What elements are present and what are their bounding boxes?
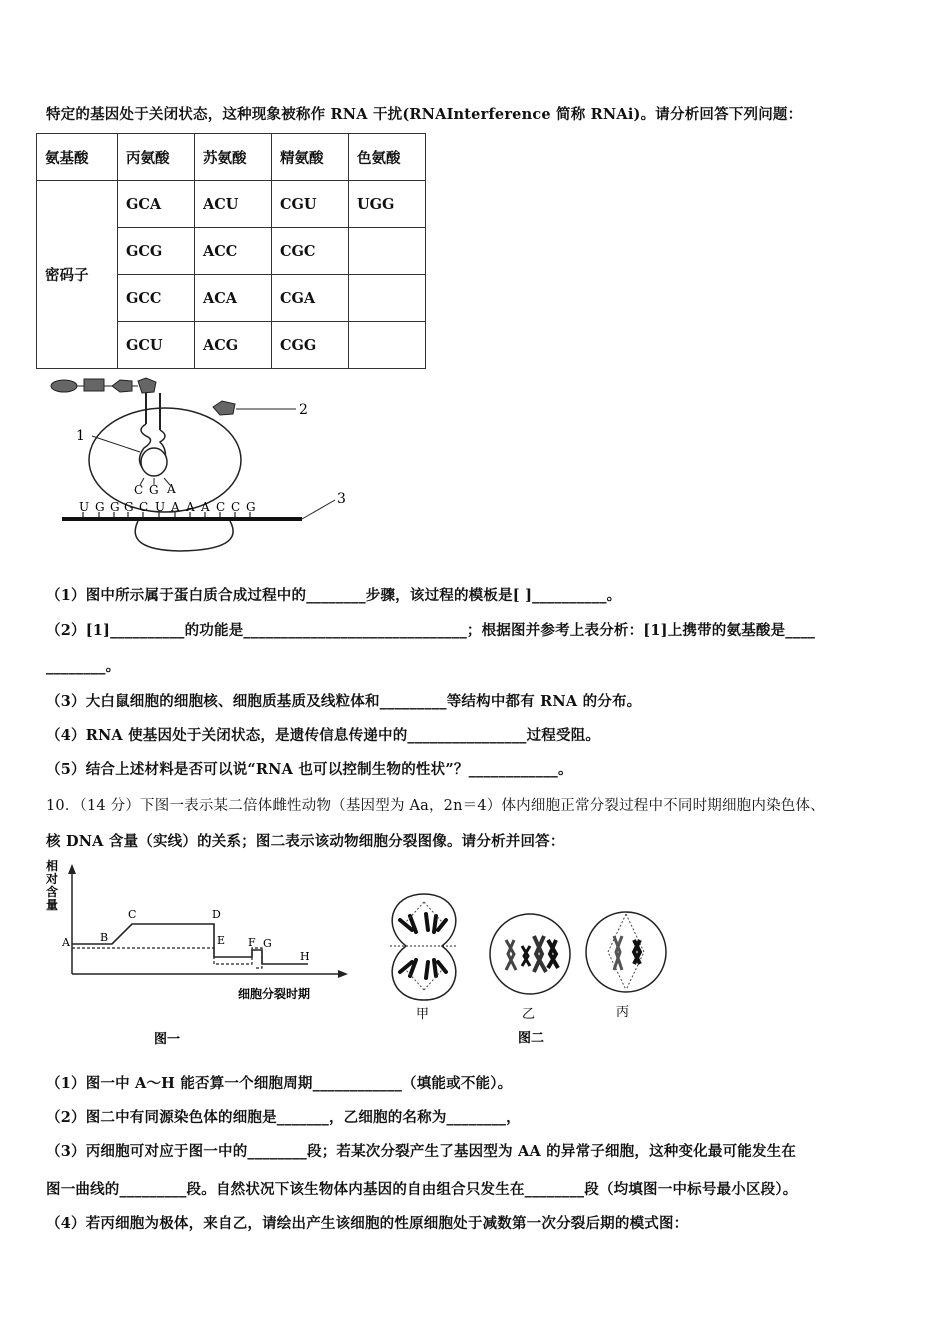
polypeptide-chain [51, 378, 156, 393]
table-header: 丙氨酸 [118, 134, 195, 181]
table-cell: CGC [272, 228, 349, 275]
figure-two-cells [376, 890, 696, 1050]
codon-table [36, 133, 426, 369]
x-axis-label: 细胞分裂时期 [238, 987, 311, 1001]
anticodon-base: C [134, 483, 144, 497]
y-label-char: 含 [46, 885, 59, 899]
point-label: D [212, 908, 221, 921]
point-label: H [300, 950, 310, 963]
q9-2: （2）[1]__________的功能是______________________________；根据图并参考上表分析：[1]上携带的氨基酸是____ [46, 622, 816, 639]
table-cell: CGA [272, 275, 349, 322]
point-label: B [100, 931, 109, 944]
q10-1: （1）图一中 A～H 能否算一个细胞周期____________（填能或不能）。 [46, 1075, 513, 1092]
mrna-base: U [79, 500, 90, 514]
table-cell [349, 275, 426, 322]
q9-3: （3）大白鼠细胞的细胞核、细胞质基质及线粒体和_________等结构中都有 RNA 的分布。 [46, 693, 642, 710]
table-cell: ACA [195, 275, 272, 322]
mrna-base: G [95, 500, 105, 514]
figure-two-caption: 图二 [518, 1031, 545, 1046]
q10-3-continued: 图一曲线的_________段。自然状况下该生物体内基因的自由组合只发生在________段（均填图一中标号最小区段）。 [46, 1181, 798, 1198]
table-cell: ACC [195, 228, 272, 275]
anticodon-base: A [167, 482, 176, 496]
mrna-base: C [216, 500, 226, 514]
mrna-base: U [155, 500, 166, 514]
table-header: 苏氨酸 [195, 134, 272, 181]
label-3: 3 [337, 491, 346, 507]
table-cell: GCG [118, 228, 195, 275]
cell-label: 丙 [616, 1005, 630, 1020]
label-1: 1 [76, 428, 85, 444]
table-header: 精氨酸 [272, 134, 349, 181]
table-header: 色氨酸 [349, 134, 426, 181]
table-cell: GCC [118, 275, 195, 322]
anticodon-base: G [149, 483, 159, 497]
mrna-base: A [186, 500, 195, 514]
cell-label: 乙 [522, 1007, 536, 1022]
mrna-base: G [110, 500, 120, 514]
q10-3: （3）丙细胞可对应于图一中的________段；若某次分裂产生了基因型为 AA 的异常子细胞，这种变化最可能发生在 [46, 1143, 797, 1160]
mrna-base: A [201, 500, 210, 514]
mrna-base: C [139, 500, 149, 514]
q10-intro-1: 10．（14 分）下图一表示某二倍体雌性动物（基因型为 Aa，2n＝4）体内细胞正常分裂过程中不同时期细胞内染色体、 [46, 798, 825, 814]
cell-yi [490, 914, 570, 994]
mrna-base: C [231, 500, 241, 514]
table-cell [349, 322, 426, 369]
q9-1: （1）图中所示属于蛋白质合成过程中的________步骤，该过程的模板是[ ]__________。 [46, 587, 622, 604]
table-header-row [37, 134, 426, 181]
translation-diagram [40, 372, 360, 557]
point-label: A [62, 936, 70, 949]
q9-2-continued: ________。 [46, 658, 121, 675]
table-row [37, 181, 426, 228]
row-label: 密码子 [37, 181, 118, 369]
q9-5: （5）结合上述材料是否可以说“RNA 也可以控制生物的性状”？____________。 [46, 761, 573, 778]
figure-one-caption: 图一 [154, 1032, 181, 1047]
cell-label: 甲 [416, 1007, 430, 1022]
table-cell: ACG [195, 322, 272, 369]
table-cell: UGG [349, 181, 426, 228]
y-label-char: 对 [46, 872, 59, 886]
q10-intro-2: 核 DNA 含量（实线）的关系；图二表示该动物细胞分裂图像。请分析并回答： [46, 833, 565, 850]
mrna-base: G [246, 500, 256, 514]
chromosome-curve [72, 948, 262, 968]
table-header: 氨基酸 [37, 134, 118, 181]
table-cell: GCU [118, 322, 195, 369]
dna-curve [72, 924, 308, 964]
table-cell: CGG [272, 322, 349, 369]
y-label-char: 量 [46, 898, 59, 912]
figure-one-graph [36, 856, 366, 1056]
table-cell [349, 228, 426, 275]
q10-2: （2）图二中有同源染色体的细胞是_______，乙细胞的名称为________， [46, 1109, 521, 1126]
cell-jia [390, 894, 458, 1000]
trna [140, 424, 168, 476]
cell-bing [586, 912, 666, 992]
label-2: 2 [299, 402, 308, 418]
table-cell: ACU [195, 181, 272, 228]
mrna-base: A [171, 500, 180, 514]
table-cell: GCA [118, 181, 195, 228]
point-label: F [248, 936, 256, 949]
y-label-char: 相 [46, 859, 59, 873]
point-label: G [263, 937, 272, 950]
mrna-base: G [124, 500, 134, 514]
ribosome-small-subunit [135, 521, 233, 551]
point-label: E [217, 934, 226, 947]
point-label: C [128, 908, 137, 921]
q10-4: （4）若丙细胞为极体，来自乙，请绘出产生该细胞的性原细胞处于减数第一次分裂后期的模式图： [46, 1215, 689, 1232]
free-amino-acid [213, 401, 235, 415]
table-cell: CGU [272, 181, 349, 228]
intro-text: 特定的基因处于关闭状态，这种现象被称作 RNA 干扰(RNAInterference 简称 RNAi)。请分析回答下列问题： [46, 106, 803, 123]
q9-4: （4）RNA 使基因处于关闭状态，是遗传信息传递中的________________过程受阻。 [46, 727, 601, 744]
